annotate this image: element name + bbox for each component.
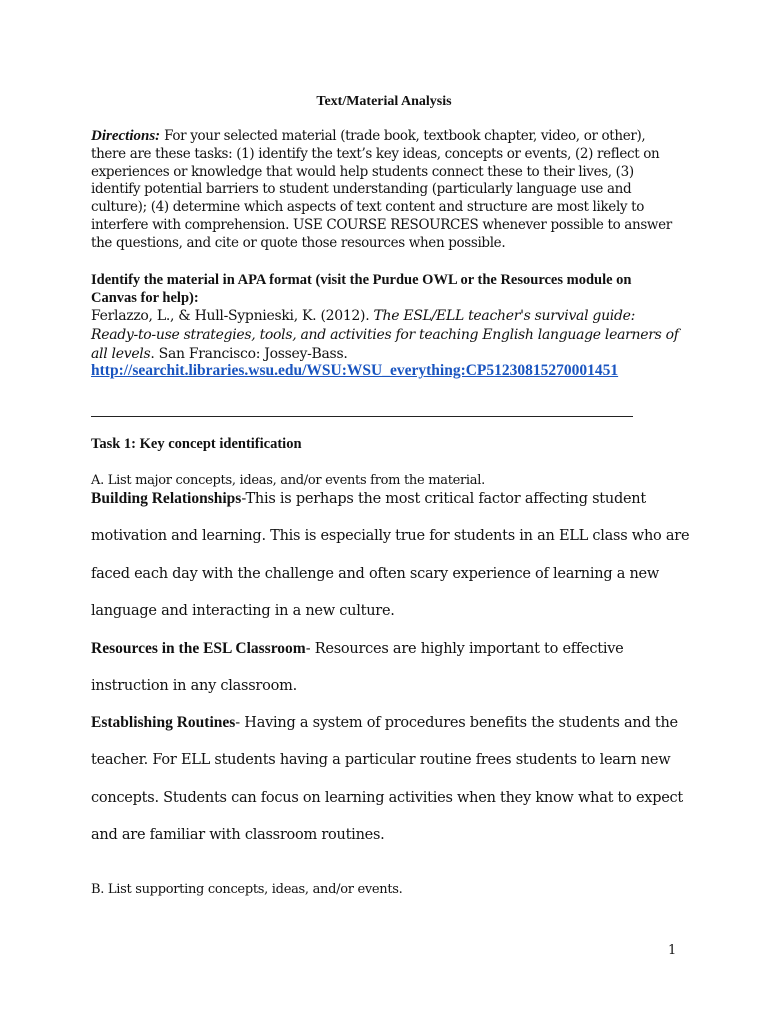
directions-text: For your selected material (trade book, textbook chapter, video, or other), there are these tasks: (1) identify the text’s key ideas, concepts or events, (2) reflect on experiences or knowledge that would help students connect these to their lives, (3) identify potential barriers to student understanding (particularly language use and culture); (4) determine which aspects of text content and structure are most likely to interfere with comprehension. USE COURSE RESOURCES whenever possible to answer the questions, and cite or quote those resources when possible. [91, 128, 672, 251]
citation-authors: Ferlazzo, L., & Hull-Sypnieski, K. (2012). [91, 308, 370, 324]
concept-term: Establishing Routines [91, 714, 236, 731]
citation-link[interactable]: http://searchit.libraries.wsu.edu/WSU:WSU_everything:CP51230815270001451 [91, 362, 619, 379]
document-title: Text/Material Analysis [316, 94, 452, 109]
section-divider [91, 416, 633, 417]
task1-heading: Task 1: Key concept identification [91, 436, 302, 452]
apa-citation [91, 307, 681, 364]
directions-paragraph [91, 128, 681, 253]
page-number: 1 [668, 943, 677, 958]
citation-publisher: . San Francisco: Jossey-Bass. [150, 346, 348, 362]
concept-term: Building Relationships [91, 490, 242, 507]
concept-text: -This is perhaps the most critical factor affecting student motivation and learning. This is especially true for students in an ELL class who are faced each day with the challenge and often scary experience of learning a new language and interacting in a new culture. [91, 491, 690, 619]
directions-label: Directions: [91, 128, 161, 144]
concept-resources [91, 630, 691, 706]
citation-book-title: The ESL/ELL teacher's survival guide: Ready-to-use strategies, tools, and activities for teaching English language learners of all levels [91, 308, 679, 362]
concept-term: Resources in the ESL Classroom [91, 640, 306, 657]
concept-text: - Resources are highly important to effective instruction in any classroom. [91, 641, 624, 695]
concept-building-relationships [91, 480, 691, 630]
concept-establishing-routines [91, 704, 691, 854]
concept-text: - Having a system of procedures benefits the students and the teacher. For ELL students having a particular routine frees students to learn new concepts. Students can focus on learning activities when they know what to expect and are familiar with classroom routines. [91, 715, 684, 843]
task1-part-a-prompt: A. List major concepts, ideas, and/or events from the material. [91, 473, 485, 488]
task1-part-b-prompt: B. List supporting concepts, ideas, and/or events. [91, 882, 403, 897]
apa-prompt: Identify the material in APA format (visit the Purdue OWL or the Resources module on Canvas for help): [91, 272, 632, 306]
